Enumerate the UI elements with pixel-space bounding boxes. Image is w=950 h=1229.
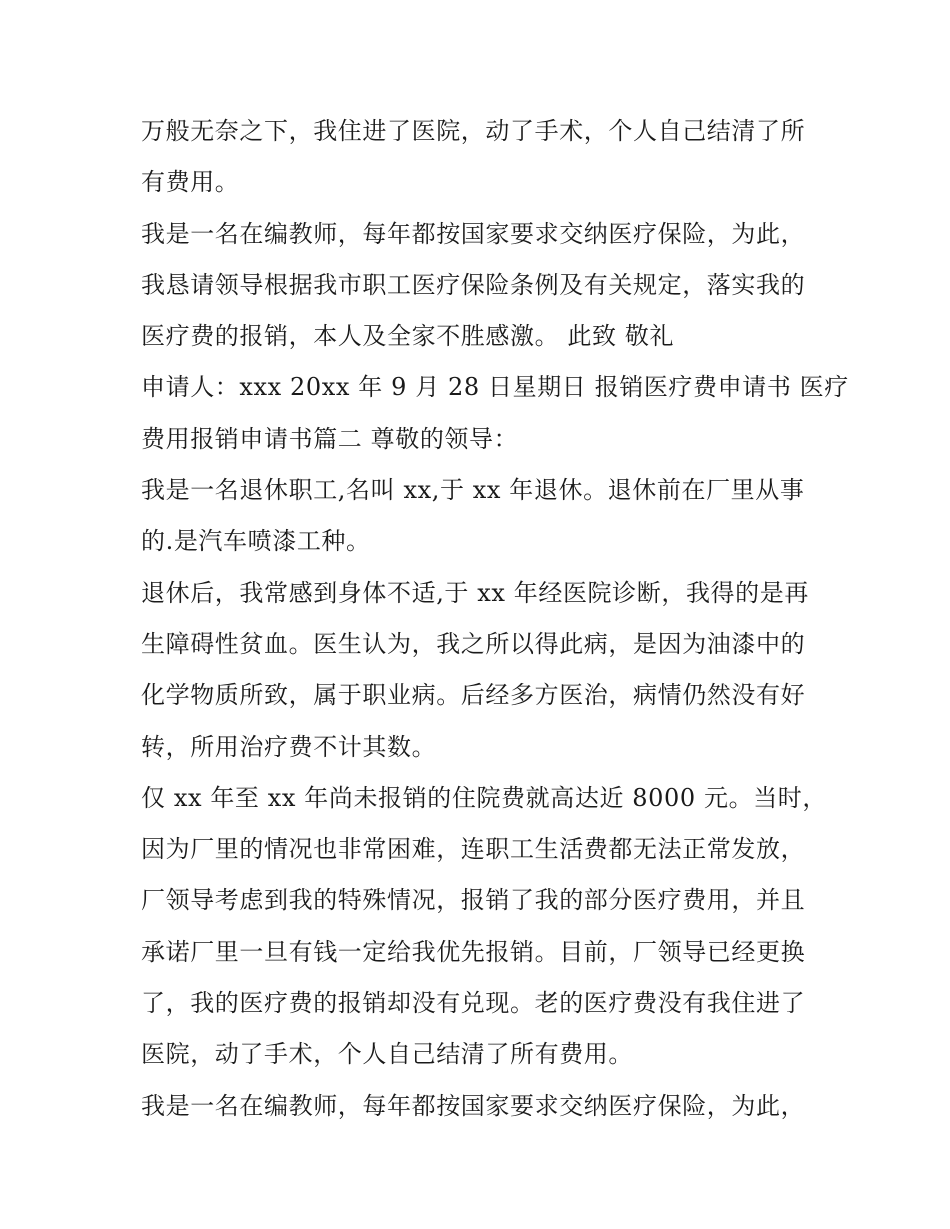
text-line: 我是一名退休职工,名叫 xx,于 xx 年退休。退休前在厂里从事 — [141, 476, 805, 505]
document-body — [141, 106, 849, 1132]
text-line: 医院，动了手术，个人自己结清了所有费用。 — [141, 1040, 633, 1069]
text-line: 我是一名在编教师，每年都按国家要求交纳医疗保险，为此， — [141, 219, 806, 248]
text-line: 厂领导考虑到我的特殊情况，报销了我的部分医疗费用，并且 — [141, 886, 806, 915]
text-line: 有费用。 — [141, 168, 240, 197]
text-line: 费用报销申请书篇二 尊敬的领导： — [141, 424, 519, 453]
text-line: 医疗费的报销，本人及全家不胜感激。 此致 敬礼 — [141, 322, 675, 351]
text-line: 生障碍性贫血。医生认为，我之所以得此病，是因为油漆中的 — [141, 629, 806, 658]
text-line: 仅 xx 年至 xx 年尚未报销的住院费就高达近 8000 元。当时， — [141, 783, 827, 812]
text-line: 的.是汽车喷漆工种。 — [141, 527, 371, 556]
text-line: 申请人：xxx 20xx 年 9 月 28 日星期日 报销医疗费申请书 医疗 — [141, 373, 849, 402]
text-line: 了，我的医疗费的报销却没有兑现。老的医疗费没有我住进了 — [141, 989, 806, 1018]
text-line: 我是一名在编教师，每年都按国家要求交纳医疗保险，为此， — [141, 1091, 806, 1120]
text-line: 承诺厂里一旦有钱一定给我优先报销。目前，厂领导已经更换 — [141, 937, 806, 966]
text-line: 化学物质所致，属于职业病。后经多方医治，病情仍然没有好 — [141, 681, 806, 710]
text-line: 转，所用治疗费不计其数。 — [141, 732, 437, 761]
text-line: 退休后，我常感到身体不适,于 xx 年经医院诊断，我得的是再 — [141, 578, 809, 607]
text-line: 我恳请领导根据我市职工医疗保险条例及有关规定，落实我的 — [141, 270, 806, 299]
text-line: 因为厂里的情况也非常困难，连职工生活费都无法正常发放， — [141, 835, 806, 864]
text-line: 万般无奈之下，我住进了医院，动了手术，个人自己结清了所 — [141, 117, 806, 145]
